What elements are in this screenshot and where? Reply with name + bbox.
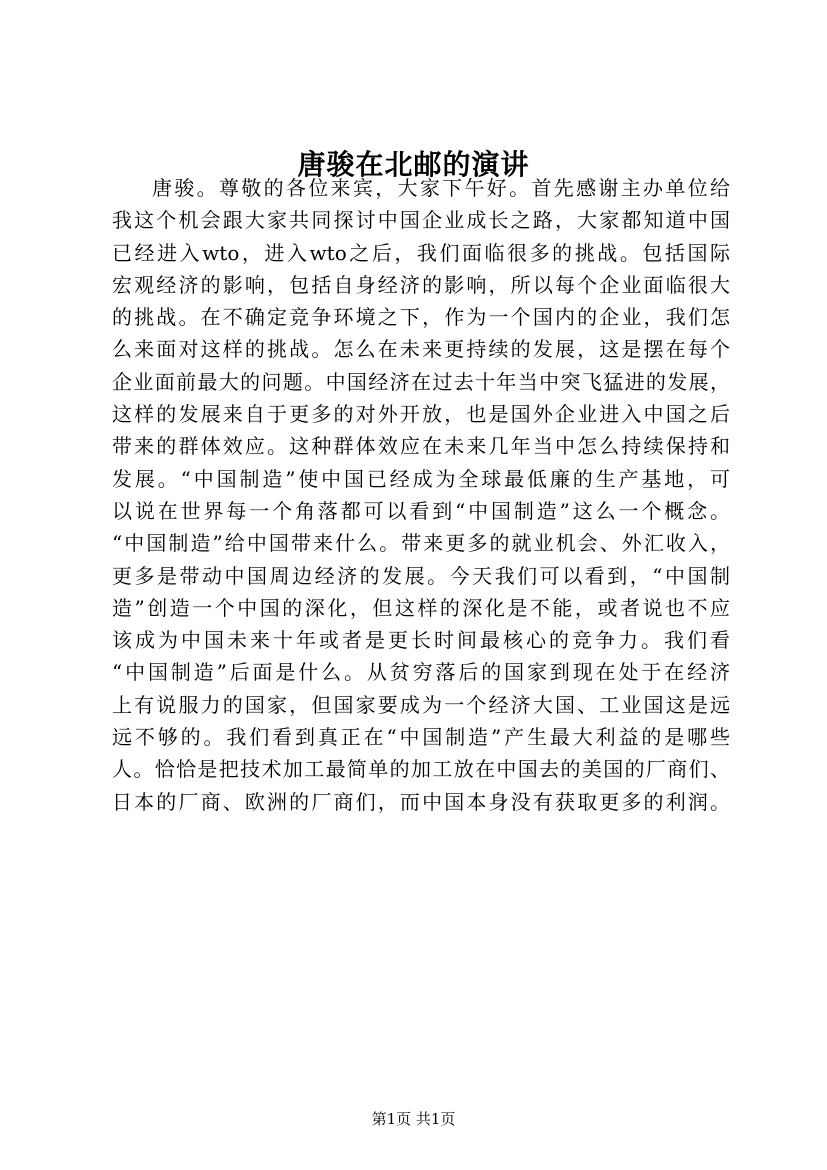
document-body — [112, 172, 730, 818]
body-line: 更多是带动中国周边经济的发展。今天我们可以看到，“中国制 — [112, 563, 730, 588]
body-line: 远不够的。我们看到真正在“中国制造”产生最大利益的是哪些 — [112, 725, 730, 750]
body-line: 宏观经济的影响，包括自身经济的影响，所以每个企业面临很大 — [112, 272, 730, 297]
body-line: 人。恰恰是把技术加工最简单的加工放在中国去的美国的厂商们、 — [112, 757, 730, 782]
body-line: 么来面对这样的挑战。怎么在未来更持续的发展，这是摆在每个 — [112, 337, 730, 362]
page-number-footer: 第1页 共1页 — [371, 1110, 456, 1128]
body-line: 我这个机会跟大家共同探讨中国企业成长之路，大家都知道中国 — [112, 208, 730, 233]
body-line: “中国制造”给中国带来什么。带来更多的就业机会、外汇收入， — [112, 531, 730, 556]
body-line: 企业面前最大的问题。中国经济在过去十年当中突飞猛进的发展， — [112, 369, 730, 394]
body-line: 唐骏。尊敬的各位来宾，大家下午好。首先感谢主办单位给 — [152, 176, 730, 200]
document-title: 唐骏在北邮的演讲 — [297, 148, 530, 181]
body-line: 日本的厂商、欧洲的厂商们，而中国本身没有获取更多的利润。 — [112, 789, 730, 814]
body-line: 造”创造一个中国的深化，但这样的深化是不能，或者说也不应 — [112, 595, 730, 620]
body-line: 已经进入wto，进入wto之后，我们面临很多的挑战。包括国际 — [112, 240, 730, 265]
body-line: 这样的发展来自于更多的对外开放，也是国外企业进入中国之后 — [112, 402, 730, 427]
body-line: 上有说服力的国家，但国家要成为一个经济大国、工业国这是远 — [112, 692, 730, 717]
body-line: 以说在世界每一个角落都可以看到“中国制造”这么一个概念。 — [112, 498, 730, 523]
body-line: 发展。“中国制造”使中国已经成为全球最低廉的生产基地，可 — [112, 466, 730, 491]
body-line: 的挑战。在不确定竞争环境之下，作为一个国内的企业，我们怎 — [112, 305, 730, 330]
body-line: 带来的群体效应。这种群体效应在未来几年当中怎么持续保持和 — [112, 434, 730, 459]
body-line: 该成为中国未来十年或者是更长时间最核心的竞争力。我们看 — [112, 628, 730, 653]
body-line: “中国制造”后面是什么。从贫穷落后的国家到现在处于在经济 — [112, 660, 730, 685]
